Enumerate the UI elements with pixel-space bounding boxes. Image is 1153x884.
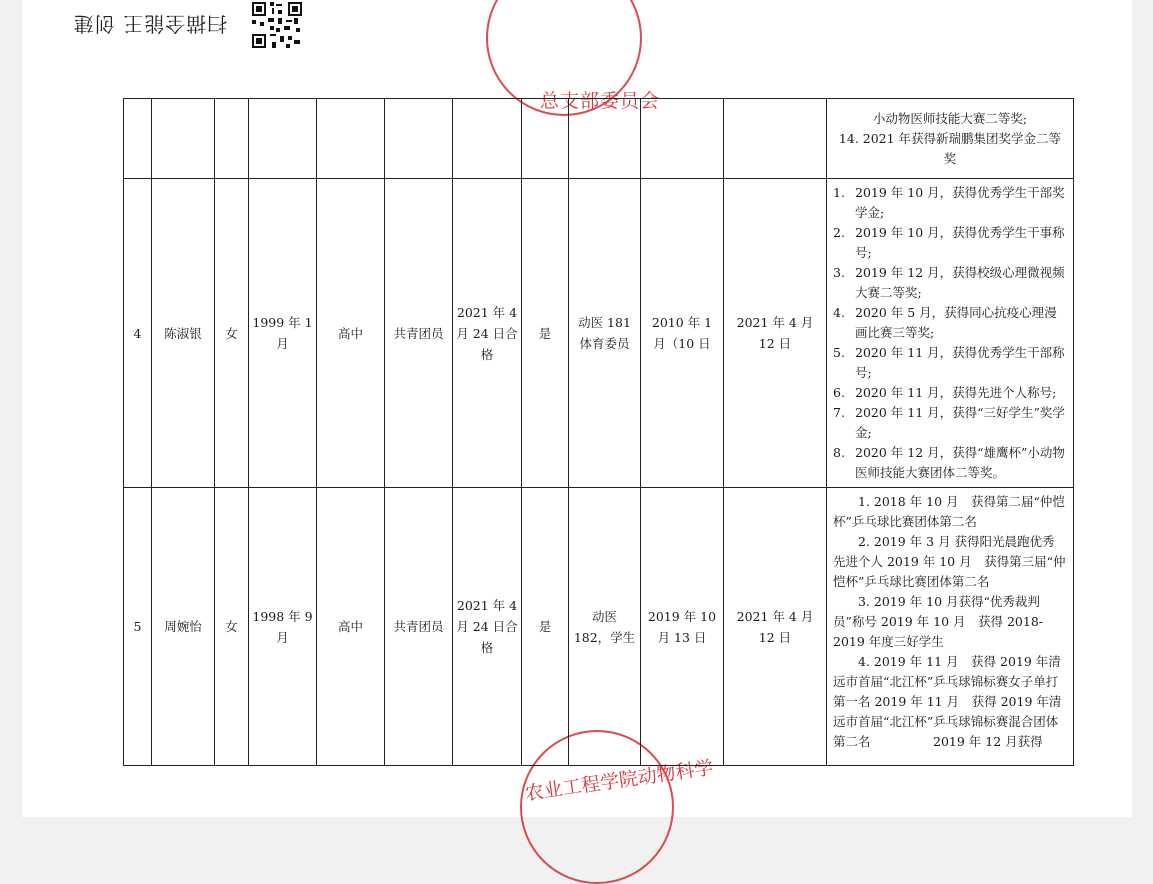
- award-paragraph: 2. 2019 年 3 月 获得阳光晨跑优秀先进个人 2019 年 10 月 获得第三届“仲恺杯”乒乓球比赛团体第二名: [833, 534, 1066, 589]
- candidate-name: 周婉怡: [152, 488, 215, 766]
- award-paragraph: 1. 2018 年 10 月 获得第二届“仲恺杯”乒乓球比赛团体第二名: [833, 494, 1065, 529]
- education: 高中: [317, 488, 385, 766]
- birth-date: 1999 年 1 月: [249, 179, 317, 488]
- candidate-name: 陈淑银: [152, 179, 215, 488]
- award-item: 4. 2020 年 5 月，获得同心抗疫心理漫画比赛三等奖;: [833, 305, 1057, 340]
- row-number: 4: [124, 179, 152, 488]
- test-result: 2021 年 4 月 24 日合格: [453, 179, 522, 488]
- award-continuation: 小动物医师技能大赛二等奖;: [872, 110, 1028, 126]
- gender: 女: [215, 488, 249, 766]
- row-number: 5: [124, 488, 152, 766]
- seal-top-text: 总支部委员会: [540, 90, 661, 112]
- award-continuation: 14. 2021 年获得新瑞鹏集团奖学金二等奖: [838, 130, 1062, 166]
- gender: 女: [215, 179, 249, 488]
- birth-date: 1998 年 9 月: [249, 488, 317, 766]
- scanner-watermark: 扫描全能王 创建: [72, 12, 228, 36]
- award-item: 6. 2020 年 11 月，获得先进个人称号;: [833, 385, 1057, 400]
- award-item: 8. 2020 年 12 月，获得“雄鹰杯”小动物医师技能大赛团体二等奖。: [833, 445, 1065, 480]
- league-date: 2019 年 10 月 13 日: [641, 488, 724, 766]
- test-result: 2021 年 4 月 24 日合格: [453, 488, 522, 766]
- seal-bottom-text: 农业工程学院动物科学: [523, 756, 715, 806]
- award-paragraph: 3. 2019 年 10 月获得“优秀裁判员”称号 2019 年 10 月 获得 2018-2019 年度三好学生: [833, 594, 1044, 649]
- political-status: 共青团员: [385, 179, 453, 488]
- award-item: 7. 2020 年 11 月，获得“三好学生”奖学金;: [833, 405, 1065, 440]
- apply-date: 2021 年 4 月 12 日: [724, 488, 827, 766]
- education: 高中: [317, 179, 385, 488]
- candidate-table: [123, 98, 1074, 766]
- league-date: 2010 年 1 月（10 日: [641, 179, 724, 488]
- awards-cell: [827, 179, 1074, 488]
- table-row: [124, 488, 1074, 766]
- political-status: 共青团员: [385, 488, 453, 766]
- award-item: 2. 2019 年 10 月，获得优秀学生干事称号;: [833, 225, 1065, 260]
- award-item: 3. 2019 年 12 月，获得校级心理微视频大赛二等奖;: [833, 265, 1065, 300]
- award-item: 5. 2020 年 11 月，获得优秀学生干部称号;: [833, 345, 1065, 380]
- awards-cell: [827, 99, 1074, 179]
- table-row: [124, 179, 1074, 488]
- qr-code-icon: [250, 0, 304, 50]
- apply-date: 2021 年 4 月 12 日: [724, 179, 827, 488]
- table-row-continued: [124, 99, 1074, 179]
- class-role: 动医 181 体育委员: [569, 179, 641, 488]
- flag: 是: [522, 488, 569, 766]
- awards-cell: [827, 488, 1074, 766]
- award-paragraph: 4. 2019 年 11 月 获得 2019 年清远市首届“北江杯”乒乓球锦标赛女子单打第一名 2019 年 11 月 获得 2019 年清远市首届“北江杯”乒乓球锦标赛混合团体第二名 2019 年 12 月获得: [833, 654, 1062, 749]
- class-role: 动医 182，学生: [569, 488, 641, 766]
- flag: 是: [522, 179, 569, 488]
- award-item: 1. 2019 年 10 月，获得优秀学生干部奖学金;: [833, 185, 1065, 220]
